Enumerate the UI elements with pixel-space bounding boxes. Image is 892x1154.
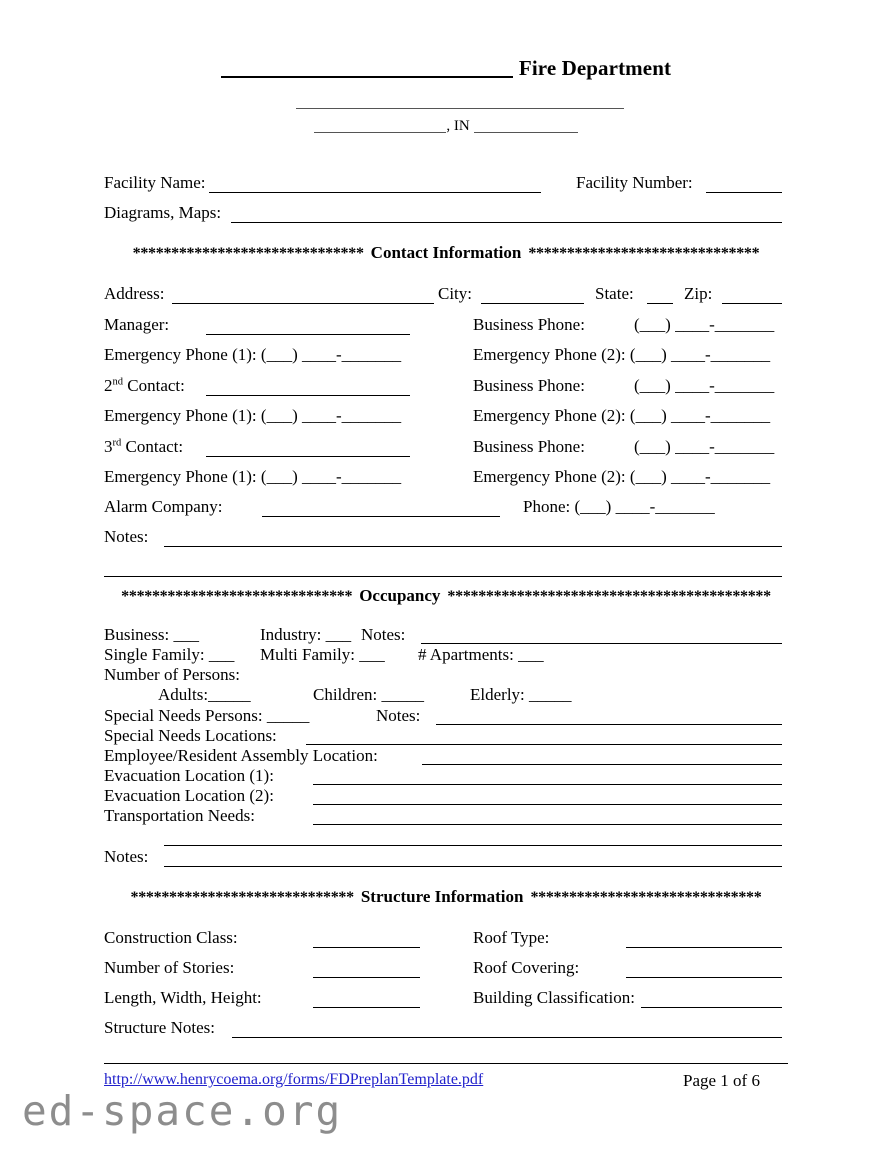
divider-stars-right: ****************************************** [447,588,771,605]
divider-title: Occupancy [359,586,441,605]
contact-2-suffix: Contact: [123,376,185,395]
phone-line-blank: _______ [710,406,771,425]
contact-3-suffix: Contact: [121,437,184,456]
phone-dash: - [705,406,711,425]
business-phone-1-label: Business Phone: [473,315,585,334]
phone-dash: - [705,467,711,486]
department-name-blank[interactable] [221,57,513,78]
divider-title: Contact Information [370,243,522,262]
divider-stars-left: ****************************** [121,588,353,605]
phone-area-blank: ___ [639,437,666,456]
special-needs-locations-blank[interactable] [306,744,782,745]
contact-3-number: 3 [104,437,113,456]
phone-area-blank: ___ [639,376,666,395]
phone-area-blank: ___ [266,345,293,364]
emergency-phone-1b[interactable] [104,407,401,425]
emergency-phone-2-label: Emergency Phone (2): [473,345,626,364]
occupancy-apartments[interactable] [418,646,544,664]
phone-paren-open: ( [634,437,640,456]
phone-prefix-blank: ____ [671,345,705,364]
alarm-phone[interactable] [523,498,715,516]
divider-contact-information [0,243,892,263]
phone-line-blank: _______ [655,497,715,516]
emergency-phone-2b[interactable] [473,407,770,425]
contact-2-ordinal: nd [112,376,124,388]
phone-paren-close: ) [605,497,612,516]
facility-number-label: Facility Number: [576,173,693,192]
alarm-phone-label: Phone: [523,497,571,516]
facility-number-blank[interactable] [706,192,782,193]
emergency-phone-1-label: Emergency Phone (1): [104,345,257,364]
phone-paren-open: ( [629,467,636,486]
business-blank: ___ [173,625,199,644]
state-blank[interactable] [647,303,673,304]
phone-paren-open: ( [629,406,636,425]
roof-type-label: Roof Type: [473,928,550,947]
number-of-persons-label: Number of Persons: [104,665,240,684]
phone-paren-close: ) [665,437,671,456]
contact-3-label [104,438,183,456]
state-abbrev-label: , IN [446,118,470,134]
emergency-phone-1c[interactable] [104,468,401,486]
phone-paren-close: ) [665,315,671,334]
industry-blank: ___ [325,625,352,644]
occupancy-multi-family[interactable] [260,646,385,664]
special-needs-notes-blank[interactable] [436,724,782,725]
zip-blank[interactable] [474,117,578,133]
contact-3-ordinal: rd [112,437,122,449]
phone-paren-open: ( [634,315,640,334]
phone-prefix-blank: ____ [302,406,336,425]
divider-structure-information [0,887,892,907]
contact-notes-blank-1[interactable] [164,546,782,547]
zip-blank[interactable] [722,303,782,304]
special-needs-persons-label: Special Needs Persons: [104,706,263,725]
occupancy-final-notes-label: Notes: [104,847,149,866]
phone-dash: - [705,345,711,364]
divider-occupancy [0,586,892,606]
phone-prefix-blank: ____ [671,406,705,425]
business-phone-2-value[interactable] [634,377,774,395]
phone-paren-open: ( [260,345,267,364]
evacuation-1-blank[interactable] [313,784,782,785]
contact-2-label [104,377,185,395]
assembly-location-label: Employee/Resident Assembly Location: [104,746,378,765]
emergency-phone-1-label: Emergency Phone (1): [104,467,257,486]
address-label: Address: [104,284,165,303]
phone-paren-close: ) [665,376,671,395]
transportation-needs-blank[interactable] [313,824,782,825]
phone-line-blank: _______ [341,406,402,425]
contact-notes-label: Notes: [104,527,149,546]
business-phone-3-label: Business Phone: [473,437,585,456]
children-label: Children: [313,685,378,704]
phone-dash: - [709,437,715,456]
phone-area-blank: ___ [266,467,293,486]
occupancy-notes-blank[interactable] [421,643,782,644]
phone-prefix-blank: ____ [671,467,705,486]
dimensions-blank[interactable] [313,1007,420,1008]
construction-class-blank[interactable] [313,947,420,948]
watermark-text: ed-space.org [22,1087,343,1135]
title-text: Fire Department [518,56,672,80]
occupancy-industry[interactable] [260,626,351,644]
emergency-phone-2-label: Emergency Phone (2): [473,467,626,486]
phone-paren-close: ) [292,345,298,364]
emergency-phone-2a[interactable] [473,346,770,364]
phone-paren-close: ) [292,467,298,486]
phone-paren-close: ) [661,345,667,364]
footer-url-link[interactable]: http://www.henrycoema.org/forms/FDPreplanTemplate.pdf [104,1071,484,1088]
evacuation-2-label: Evacuation Location (2): [104,786,274,805]
evacuation-1-label: Evacuation Location (1): [104,766,274,785]
dimensions-label: Length, Width, Height: [104,988,262,1007]
phone-paren-open: ( [629,345,636,364]
footer-page-number: Page 1 of 6 [683,1071,760,1090]
document-title [0,56,892,81]
occupancy-single-family[interactable] [104,646,234,664]
divider-stars-right: ****************************** [530,889,762,906]
phone-line-blank: _______ [714,315,775,334]
phone-line-blank: _______ [341,345,402,364]
building-classification-blank[interactable] [641,1007,782,1008]
phone-prefix-blank: ____ [302,467,336,486]
facility-name-label: Facility Name: [104,173,206,192]
apartments-label: # Apartments: [418,645,514,664]
phone-paren-close: ) [661,467,667,486]
footer-divider [104,1063,788,1064]
phone-area-blank: ___ [635,345,662,364]
phone-prefix-blank: ____ [675,315,710,334]
phone-area-blank: ___ [639,315,666,334]
phone-paren-open: ( [260,406,267,425]
phone-paren-close: ) [661,406,667,425]
phone-area-blank: ___ [635,467,662,486]
occupancy-adults[interactable] [158,686,251,704]
roof-type-blank[interactable] [626,947,782,948]
children-blank: _____ [381,685,424,704]
construction-class-label: Construction Class: [104,928,238,947]
contact-3-blank[interactable] [206,456,410,457]
divider-stars-left: ****************************** [132,245,364,262]
special-needs-locations-label: Special Needs Locations: [104,726,277,745]
phone-dash: - [336,467,342,486]
emergency-phone-1-label: Emergency Phone (1): [104,406,257,425]
manager-blank[interactable] [206,334,410,335]
phone-line-blank: _______ [710,467,771,486]
special-needs-persons-blank: _____ [266,706,310,725]
number-of-stories-label: Number of Stories: [104,958,235,977]
phone-line-blank: _______ [714,437,775,456]
diagrams-maps-blank[interactable] [231,222,782,223]
industry-label: Industry: [260,625,322,644]
contact-2-number: 2 [104,376,113,395]
divider-stars-right: ****************************** [528,245,760,262]
transportation-needs-label: Transportation Needs: [104,806,255,825]
manager-label: Manager: [104,315,170,334]
contact-notes-blank-2[interactable] [104,576,782,577]
occupancy-final-notes-blank-2[interactable] [164,866,782,867]
phone-prefix-blank: ____ [675,437,710,456]
single-family-blank: ___ [208,645,235,664]
phone-area-blank: ___ [266,406,293,425]
roof-covering-blank[interactable] [626,977,782,978]
phone-paren-open: ( [260,467,267,486]
elderly-label: Elderly: [470,685,525,704]
phone-line-blank: _______ [714,376,775,395]
phone-area-blank: ___ [635,406,662,425]
emergency-phone-2-label: Emergency Phone (2): [473,406,626,425]
business-label: Business: [104,625,170,644]
phone-dash: - [649,497,656,516]
assembly-location-blank[interactable] [422,764,782,765]
contact-2-blank[interactable] [206,395,410,396]
phone-paren-close: ) [292,406,298,425]
facility-name-blank[interactable] [209,192,541,193]
phone-dash: - [336,345,342,364]
number-of-stories-blank[interactable] [313,977,420,978]
city-label: City: [438,284,473,303]
evacuation-2-blank[interactable] [313,804,782,805]
business-phone-2-label: Business Phone: [473,376,585,395]
multi-family-blank: ___ [359,645,385,664]
phone-prefix-blank: ____ [615,497,650,516]
divider-stars-left: ***************************** [130,889,354,906]
state-label: State: [595,284,634,303]
business-phone-1-value[interactable] [634,316,774,334]
building-classification-label: Building Classification: [473,988,635,1007]
phone-line-blank: _______ [341,467,402,486]
emergency-phone-1a[interactable] [104,346,401,364]
city-state-line [0,117,892,135]
alarm-company-label: Alarm Company: [104,497,223,516]
occupancy-elderly[interactable] [470,686,572,704]
city-blank[interactable] [314,117,446,133]
diagrams-maps-label: Diagrams, Maps: [104,203,222,222]
city-blank[interactable] [481,303,584,304]
zip-label: Zip: [684,284,713,303]
phone-dash: - [336,406,342,425]
phone-dash: - [709,376,715,395]
occupancy-notes-label: Notes: [361,625,406,644]
phone-prefix-blank: ____ [675,376,710,395]
roof-covering-label: Roof Covering: [473,958,580,977]
phone-paren-open: ( [634,376,640,395]
single-family-label: Single Family: [104,645,205,664]
business-phone-3-value[interactable] [634,438,774,456]
occupancy-business[interactable] [104,626,199,644]
special-needs-persons[interactable] [104,707,309,725]
phone-area-blank: ___ [580,497,606,516]
elderly-blank: _____ [529,685,572,704]
structure-notes-blank[interactable] [232,1037,782,1038]
divider-title: Structure Information [360,887,524,906]
address-line-blank[interactable] [296,108,624,109]
alarm-company-blank[interactable] [262,516,500,517]
structure-notes-label: Structure Notes: [104,1018,215,1037]
emergency-phone-2c[interactable] [473,468,770,486]
special-needs-notes-label: Notes: [376,706,421,725]
multi-family-label: Multi Family: [260,645,355,664]
phone-prefix-blank: ____ [302,345,336,364]
address-blank[interactable] [172,303,434,304]
apartments-blank: ___ [518,645,544,664]
adults-label: Adults: [158,685,209,704]
phone-dash: - [709,315,715,334]
phone-line-blank: _______ [710,345,771,364]
occupancy-children[interactable] [313,686,424,704]
adults-blank: _____ [208,685,251,704]
phone-paren-open: ( [574,497,581,516]
occupancy-final-notes-blank-1[interactable] [164,845,782,846]
